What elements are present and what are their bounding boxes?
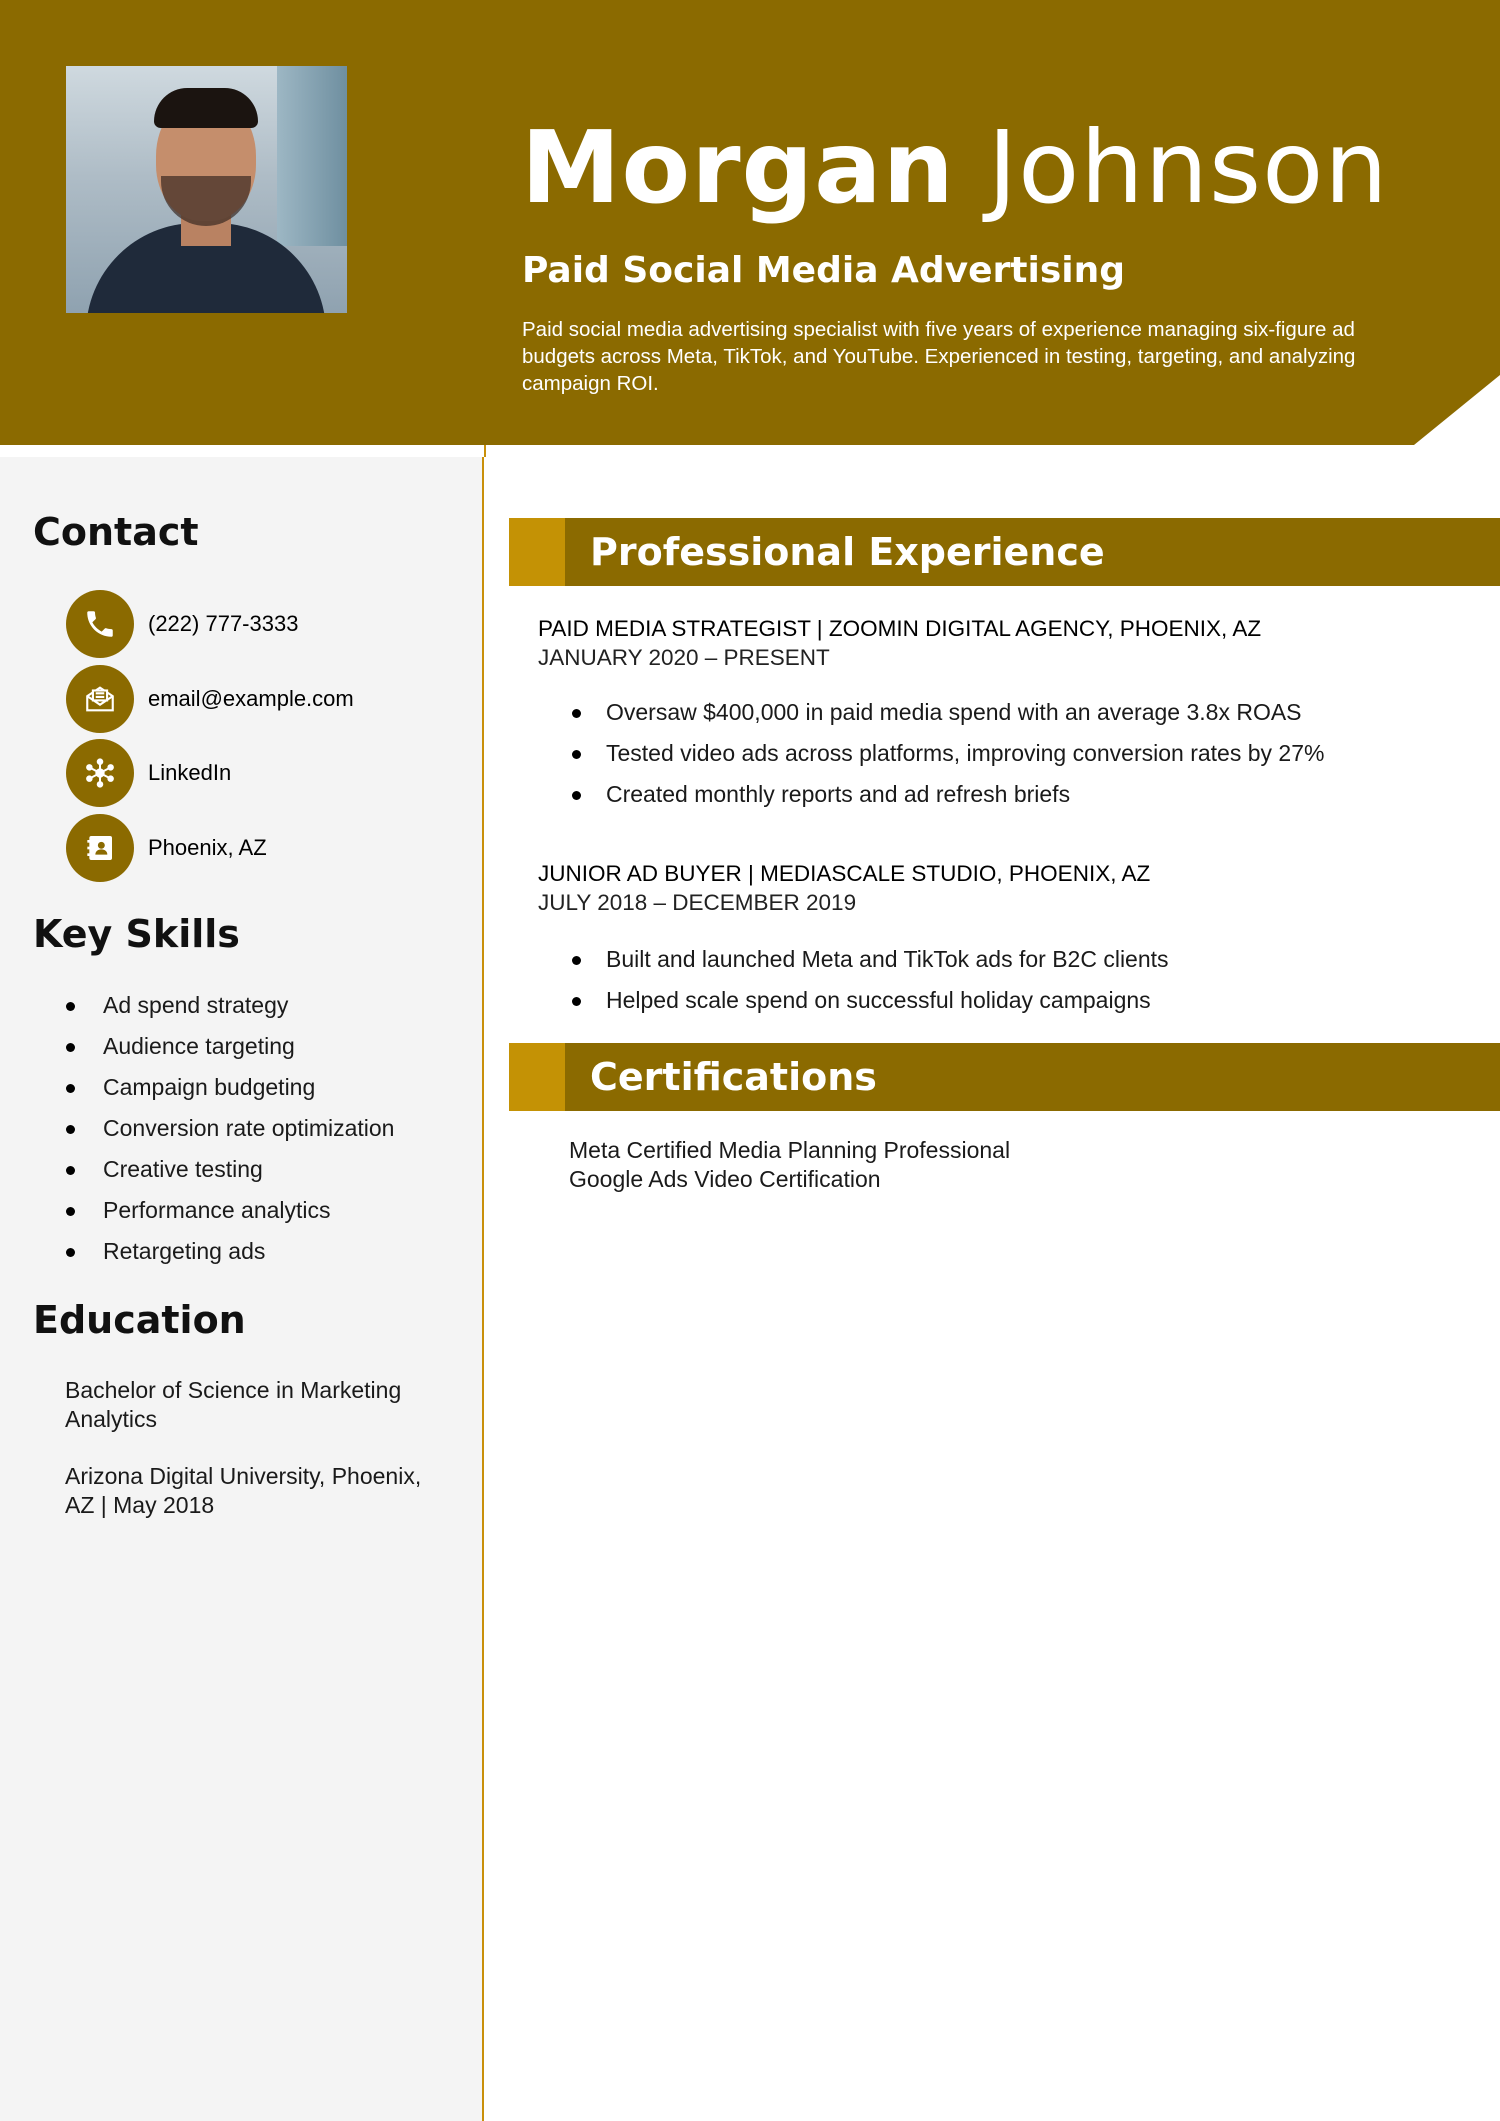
experience-heading: Professional Experience bbox=[590, 530, 1105, 574]
certification-item: Meta Certified Media Planning Professional bbox=[569, 1137, 1011, 1163]
experience-section-bar bbox=[509, 518, 1500, 586]
summary: Paid social media advertising specialist with five years of experience managing six-figure ad budgets across Meta, TikTok, and YouTube. Experienced in testing, targeting, and analyzing campaign ROI. bbox=[522, 318, 1356, 395]
skill-item: Audience targeting bbox=[66, 1031, 394, 1072]
education-degree: Bachelor of Science in Marketing Analytics bbox=[65, 1377, 402, 1432]
duty-item: Helped scale spend on successful holiday campaigns bbox=[572, 985, 1169, 1026]
job-title-line: PAID MEDIA STRATEGIST | ZOOMIN DIGITAL AGENCY, PHOENIX, AZ bbox=[538, 616, 1262, 641]
section-accent bbox=[509, 518, 565, 586]
skill-item: Performance analytics bbox=[66, 1195, 394, 1236]
duty-item: Tested video ads across platforms, improving conversion rates by 27% bbox=[572, 738, 1324, 779]
certification-item: Google Ads Video Certification bbox=[569, 1166, 881, 1192]
contact-location bbox=[66, 814, 267, 882]
certifications-section-bar bbox=[509, 1043, 1500, 1111]
job-title: Paid Social Media Advertising bbox=[522, 250, 1126, 291]
skills-heading: Key Skills bbox=[33, 912, 240, 956]
candidate-name bbox=[521, 109, 1389, 226]
linkedin-link[interactable]: LinkedIn bbox=[148, 760, 232, 785]
skills-list bbox=[66, 990, 394, 1277]
phone-icon bbox=[66, 590, 134, 658]
skill-item: Creative testing bbox=[66, 1154, 394, 1195]
certifications-heading: Certifications bbox=[590, 1055, 877, 1099]
contact-card-icon bbox=[66, 814, 134, 882]
divider bbox=[484, 445, 486, 457]
envelope-icon bbox=[66, 665, 134, 733]
duty-item: Built and launched Meta and TikTok ads for B2C clients bbox=[572, 944, 1169, 985]
network-icon bbox=[66, 739, 134, 807]
location: Phoenix, AZ bbox=[148, 835, 267, 860]
contact-email bbox=[66, 665, 354, 733]
skill-item: Conversion rate optimization bbox=[66, 1113, 394, 1154]
skill-item: Campaign budgeting bbox=[66, 1072, 394, 1113]
contact-linkedin bbox=[66, 739, 231, 807]
contact-heading: Contact bbox=[33, 510, 199, 554]
education-school: Arizona Digital University, Phoenix, AZ | May 2018 bbox=[65, 1463, 422, 1518]
skill-item: Ad spend strategy bbox=[66, 990, 394, 1031]
job-dates: JULY 2018 – DECEMBER 2019 bbox=[538, 890, 857, 915]
last-name: Johnson bbox=[987, 109, 1389, 226]
skill-item: Retargeting ads bbox=[66, 1236, 394, 1277]
job-title-line: JUNIOR AD BUYER | MEDIASCALE STUDIO, PHOENIX, AZ bbox=[538, 861, 1151, 886]
section-accent bbox=[509, 1043, 565, 1111]
first-name: Morgan bbox=[521, 109, 955, 226]
job-duties bbox=[572, 944, 1169, 1026]
education-heading: Education bbox=[33, 1298, 246, 1342]
job-duties bbox=[572, 697, 1324, 820]
job-dates: JANUARY 2020 – PRESENT bbox=[538, 645, 830, 670]
duty-item: Oversaw $400,000 in paid media spend with an average 3.8x ROAS bbox=[572, 697, 1324, 738]
contact-phone bbox=[66, 590, 298, 658]
phone-number: (222) 777-3333 bbox=[148, 611, 299, 636]
duty-item: Created monthly reports and ad refresh briefs bbox=[572, 779, 1324, 820]
email-address: email@example.com bbox=[148, 686, 354, 711]
profile-photo bbox=[66, 66, 347, 313]
